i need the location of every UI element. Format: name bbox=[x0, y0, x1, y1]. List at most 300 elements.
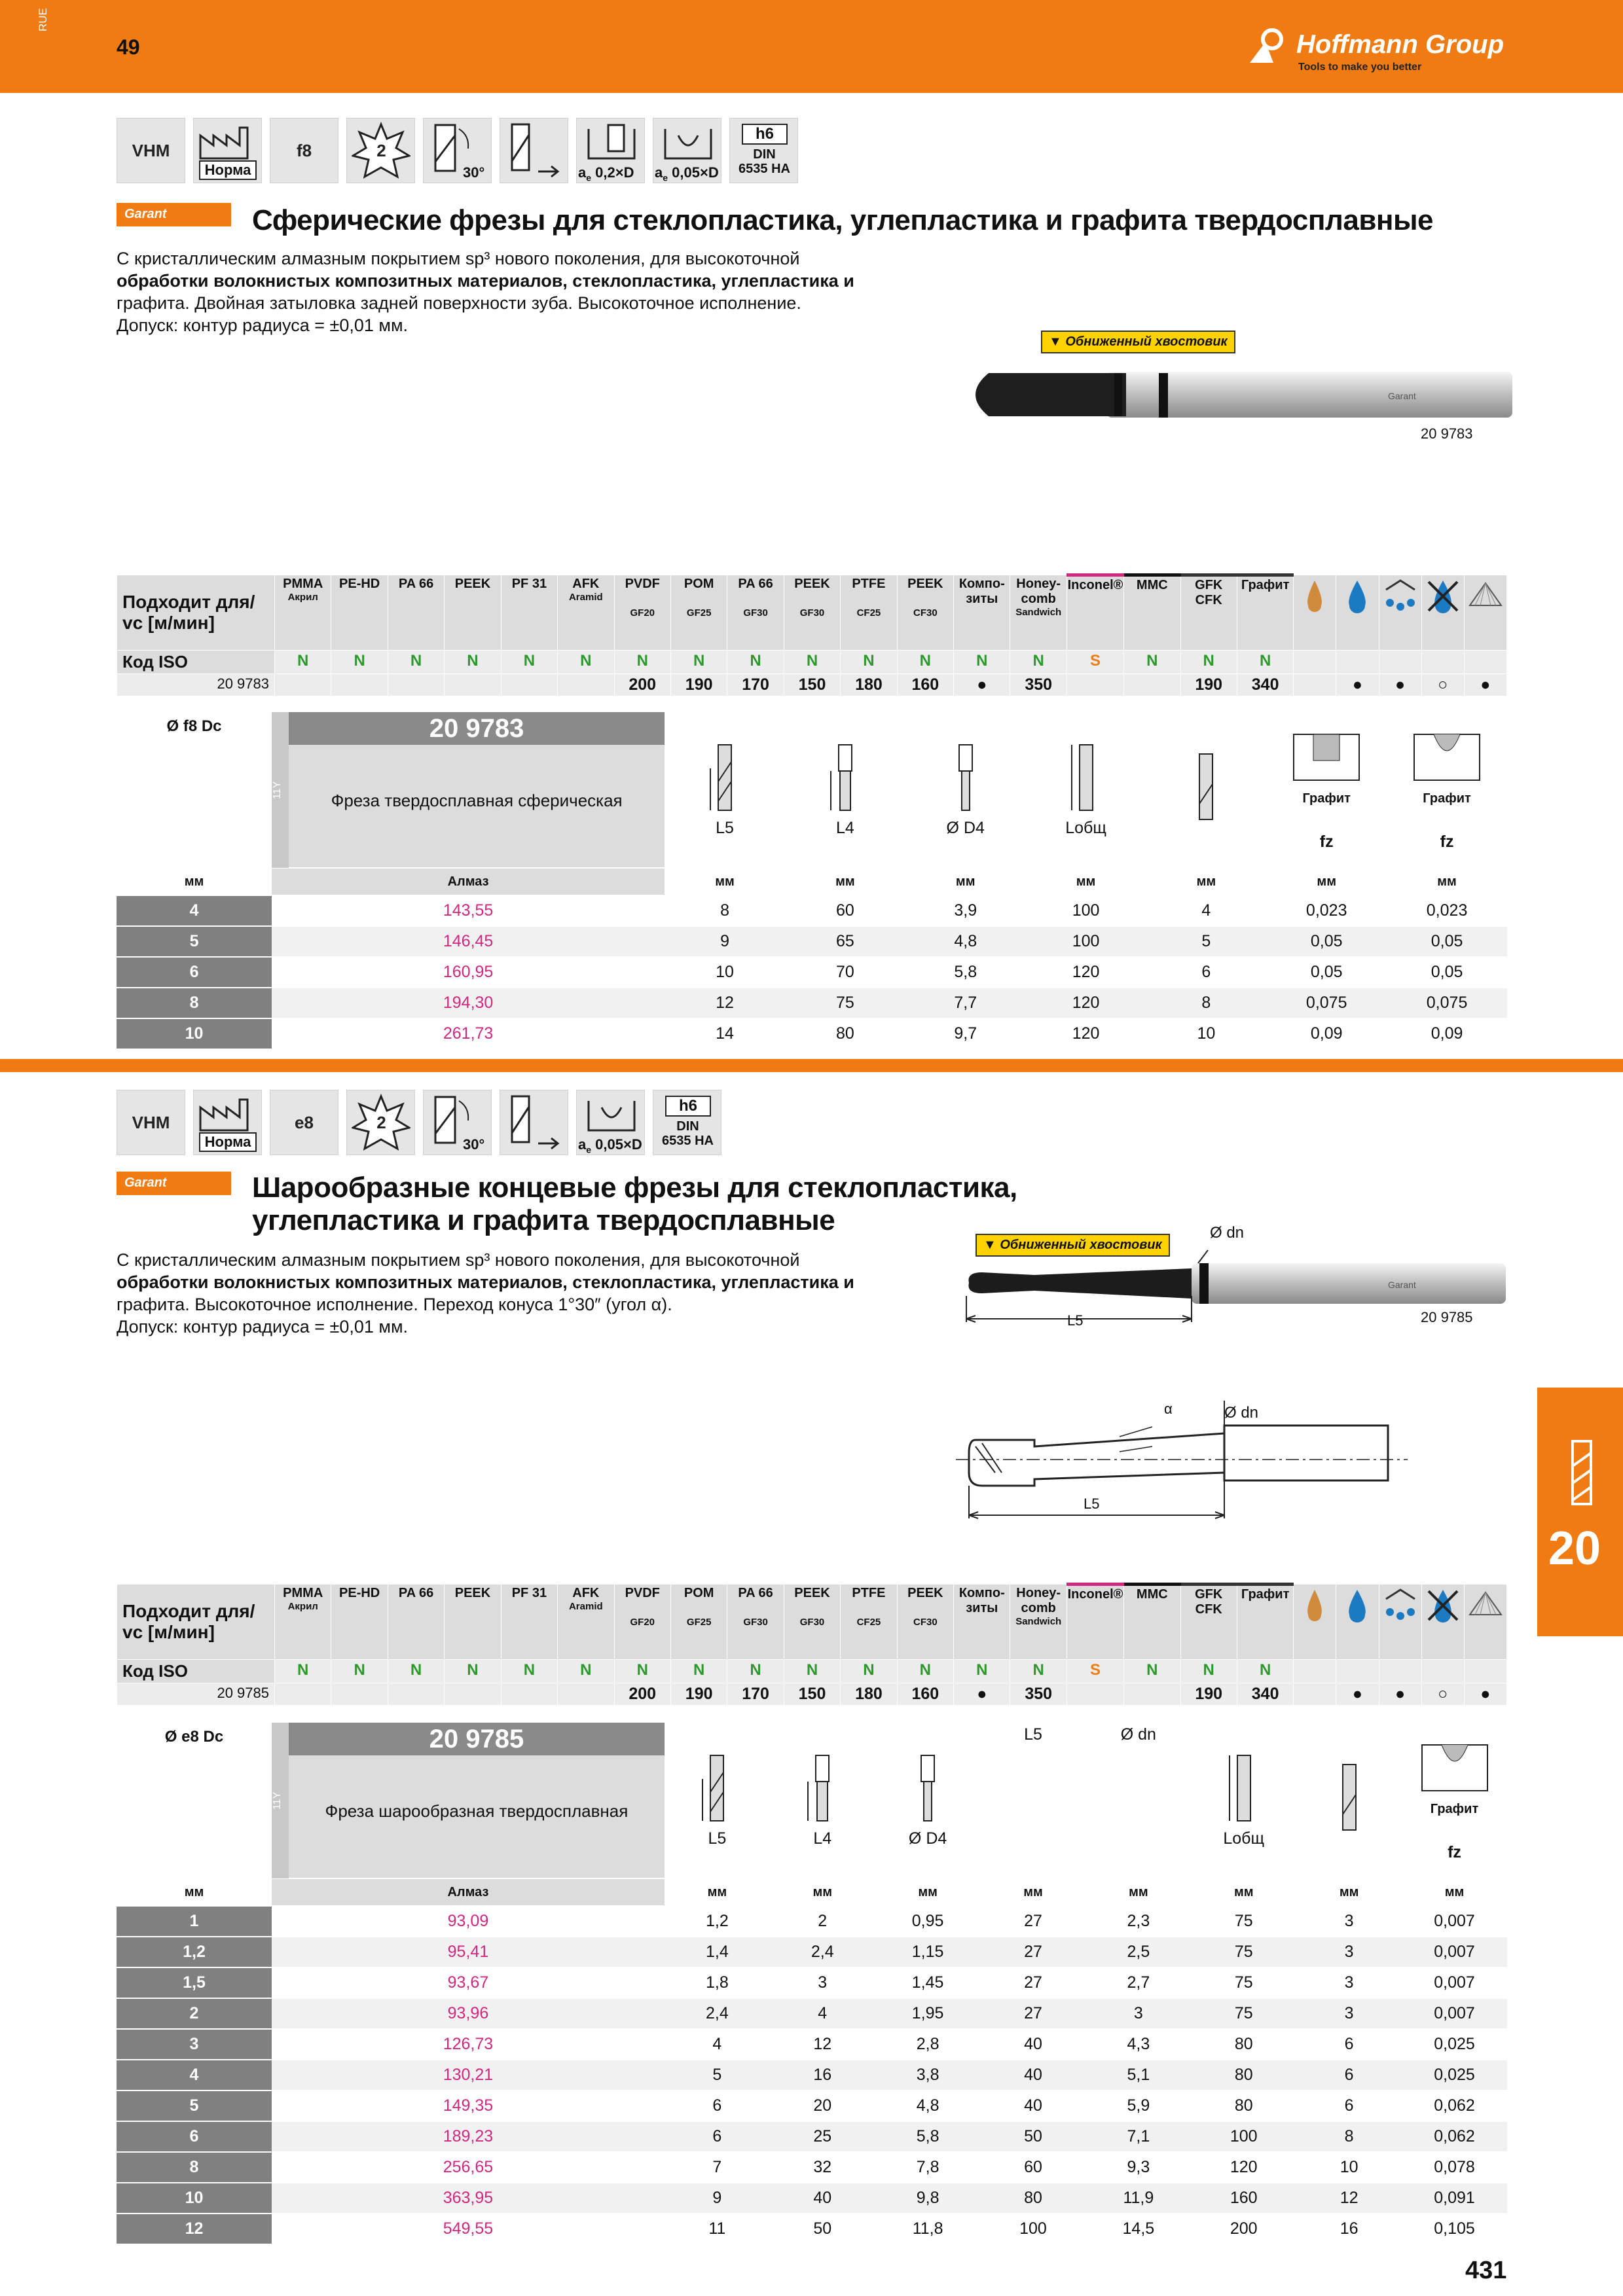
material-header bbox=[1237, 1585, 1293, 1660]
tolerance-badge-2: e8 bbox=[270, 1090, 338, 1155]
diameter-cell: 6 bbox=[117, 957, 272, 988]
oil-drop-icon bbox=[1294, 575, 1336, 651]
unit-label: мм bbox=[1296, 1878, 1402, 1906]
value-cell: 6 bbox=[1296, 2029, 1402, 2060]
value-cell: 5,8 bbox=[905, 957, 1026, 988]
value-cell: 3 bbox=[1296, 1967, 1402, 1998]
value-cell: 75 bbox=[1191, 1967, 1296, 1998]
slot-depth-icon bbox=[582, 122, 641, 162]
material-name: Inconel® bbox=[1067, 578, 1123, 592]
material-sub: GF30 bbox=[799, 1617, 825, 1628]
water-drop-icon bbox=[1336, 1585, 1379, 1660]
value-cell: 9,8 bbox=[875, 2183, 981, 2214]
coolant-rating: ● bbox=[1464, 1683, 1506, 1706]
product-article: 20 9785 bbox=[289, 1723, 665, 1755]
ltotal-diagram-icon bbox=[1224, 1753, 1264, 1825]
cutting-speed: 190 bbox=[1180, 1683, 1237, 1706]
cutting-speed: 190 bbox=[1180, 674, 1237, 696]
material-name: PE-HD bbox=[339, 577, 380, 591]
spray-mist-icon bbox=[1379, 1585, 1421, 1660]
cutting-speed: 350 bbox=[1010, 674, 1067, 696]
iso-code: N bbox=[1237, 651, 1293, 674]
coolant-empty bbox=[1294, 651, 1336, 674]
value-cell: 60 bbox=[785, 895, 905, 926]
svg-text:Garant: Garant bbox=[1388, 1280, 1416, 1290]
iso-code: N bbox=[670, 651, 727, 674]
value-cell: 2,8 bbox=[875, 2029, 981, 2060]
price-cell: 95,41 bbox=[272, 1937, 665, 1967]
value-cell: 0,078 bbox=[1402, 2152, 1507, 2183]
iso-code: N bbox=[388, 651, 444, 674]
value-cell: 12 bbox=[665, 988, 785, 1018]
material-name: PTFE bbox=[852, 1586, 886, 1600]
value-cell: 20 bbox=[770, 2090, 875, 2121]
product-table-1 bbox=[117, 712, 1507, 1050]
section2-title: Шарообразные концевые фрезы для стеклопластика, углепластика и графита твердосплавные bbox=[252, 1172, 1017, 1236]
material-header bbox=[954, 575, 1010, 651]
value-cell: 0,091 bbox=[1402, 2183, 1507, 2214]
value-cell: 120 bbox=[1191, 2152, 1296, 2183]
diameter-cell: 4 bbox=[117, 2060, 272, 2090]
norm-badge-2: Норма bbox=[193, 1090, 262, 1155]
value-cell: 7,8 bbox=[875, 2152, 981, 2183]
ae-badge-3: $a_e$ 0,05×D bbox=[576, 1090, 645, 1155]
diameter-cell: 12 bbox=[117, 2214, 272, 2244]
material-header bbox=[388, 575, 444, 651]
unit-label: мм bbox=[117, 1878, 272, 1906]
material-badge: VHM bbox=[117, 118, 185, 183]
article-number-2: 20 9785 bbox=[1421, 1309, 1473, 1325]
material-sub: CF25 bbox=[856, 607, 881, 619]
alpha-label: α bbox=[1164, 1401, 1173, 1417]
series-code: 11Y bbox=[272, 1723, 289, 1878]
value-cell: 5,1 bbox=[1085, 2060, 1191, 2090]
iso-code: N bbox=[784, 1660, 840, 1683]
value-cell: 0,075 bbox=[1266, 988, 1387, 1018]
value-cell: 0,075 bbox=[1387, 988, 1507, 1018]
coolant-empty bbox=[1379, 651, 1421, 674]
material-sub: Aramid bbox=[568, 1601, 603, 1612]
diameter-cell: 4 bbox=[117, 895, 272, 926]
product-header-box bbox=[272, 712, 665, 868]
iso-code: N bbox=[1010, 651, 1067, 674]
col-d4: Ø D4 bbox=[875, 1723, 981, 1878]
table-row bbox=[117, 1967, 1507, 1998]
value-cell: 9,3 bbox=[1085, 2152, 1191, 2183]
value-cell: 1,15 bbox=[875, 1937, 981, 1967]
value-cell: 60 bbox=[981, 2152, 1086, 2183]
material-header bbox=[275, 575, 331, 651]
iso-code: N bbox=[841, 651, 897, 674]
diameter-cell: 6 bbox=[117, 2121, 272, 2152]
shank-badge-2: h6 DIN 6535 HA bbox=[653, 1090, 721, 1155]
ae-badge-1: $a_e$ 0,2×D bbox=[576, 118, 645, 183]
value-cell: 9,7 bbox=[905, 1018, 1026, 1049]
drill-icon bbox=[1558, 1440, 1604, 1505]
material-name: Компо- зиты bbox=[958, 577, 1005, 606]
brand-name: Hoffmann Group bbox=[1296, 30, 1504, 59]
material-sub: GF30 bbox=[743, 1617, 768, 1628]
coolant-rating bbox=[1294, 1683, 1336, 1706]
iso-code: N bbox=[445, 651, 501, 674]
diameter-cell: 10 bbox=[117, 1018, 272, 1049]
material-sub: GF20 bbox=[630, 1617, 655, 1628]
unit-label: мм bbox=[665, 868, 785, 895]
material-name: PA 66 bbox=[398, 1586, 434, 1600]
air-blow-icon bbox=[1464, 575, 1506, 651]
cutting-speed bbox=[388, 674, 444, 696]
material-name: Honey- comb bbox=[1016, 1586, 1061, 1615]
table-row bbox=[117, 1906, 1507, 1937]
section1-title: Сферические фрезы для стеклопластика, углепластика и графита твердосплавные bbox=[252, 204, 1433, 236]
cutting-speed: 190 bbox=[670, 1683, 727, 1706]
l4-diagram-icon bbox=[826, 742, 865, 814]
material-sub: Акрил bbox=[287, 1601, 318, 1612]
diameter-cell: 5 bbox=[117, 2090, 272, 2121]
value-cell: 4,8 bbox=[875, 2090, 981, 2121]
material-name: MMC bbox=[1136, 1587, 1168, 1602]
value-cell: 120 bbox=[1026, 957, 1146, 988]
value-cell: 25 bbox=[770, 2121, 875, 2152]
garant-logo: Garant bbox=[117, 203, 231, 226]
iso-code: N bbox=[727, 1660, 784, 1683]
section-divider bbox=[0, 1059, 1623, 1072]
shank-label-2: ▼ Обниженный хвостовик bbox=[976, 1234, 1170, 1257]
product-article: 20 9783 bbox=[289, 712, 665, 745]
value-cell: 100 bbox=[1191, 2121, 1296, 2152]
price-cell: 549,55 bbox=[272, 2214, 665, 2244]
table-row bbox=[117, 2029, 1507, 2060]
cutting-speed: 170 bbox=[727, 1683, 784, 1706]
col-ltotal: Lобщ bbox=[1191, 1723, 1296, 1878]
value-cell: 0,05 bbox=[1266, 926, 1387, 957]
material-sub: Акрил bbox=[287, 592, 318, 603]
value-cell: 6 bbox=[665, 2090, 770, 2121]
iso-code-label: Код ISO bbox=[117, 651, 275, 674]
dry-cut-icon bbox=[1421, 1585, 1464, 1660]
cutting-speed: 350 bbox=[1010, 1683, 1067, 1706]
value-cell: 80 bbox=[1191, 2029, 1296, 2060]
value-cell: 3 bbox=[1296, 1937, 1402, 1967]
cutting-speed: 180 bbox=[841, 674, 897, 696]
direction-badge-2 bbox=[500, 1090, 568, 1155]
value-cell: 12 bbox=[1296, 2183, 1402, 2214]
cutting-speed: 340 bbox=[1237, 674, 1293, 696]
price-cell: 146,45 bbox=[272, 926, 665, 957]
product-header-box bbox=[272, 1723, 665, 1878]
value-cell: 160 bbox=[1191, 2183, 1296, 2214]
material-sub: CF30 bbox=[913, 607, 938, 619]
iso-code: N bbox=[897, 1660, 953, 1683]
chapter-number: 20 bbox=[1548, 1522, 1601, 1575]
iso-code: N bbox=[1180, 651, 1237, 674]
material-header bbox=[784, 1585, 840, 1660]
material-name: PEEK bbox=[794, 1586, 830, 1600]
material-header bbox=[897, 575, 953, 651]
col-l5-total: L5 bbox=[981, 1723, 1086, 1878]
cutting-speed: 190 bbox=[670, 674, 727, 696]
unit-label: мм bbox=[1402, 1878, 1507, 1906]
ball-slot-icon bbox=[582, 1094, 641, 1134]
unit-label: мм bbox=[1085, 1878, 1191, 1906]
material-name: PEEK bbox=[907, 1586, 943, 1600]
diameter-label: Ø f8 Dc bbox=[117, 712, 272, 868]
iso-code: N bbox=[727, 651, 784, 674]
iso-code: N bbox=[388, 1660, 444, 1683]
materials-article: 20 9785 bbox=[117, 1683, 275, 1706]
material-sub: GF30 bbox=[799, 607, 825, 619]
value-cell: 8 bbox=[1146, 988, 1266, 1018]
shank-badge: h6 DIN 6535 HA bbox=[729, 118, 798, 183]
unit-label: мм bbox=[1266, 868, 1387, 895]
material-name: POM bbox=[684, 577, 714, 591]
article-number-1: 20 9783 bbox=[1421, 425, 1473, 442]
diameter-cell: 3 bbox=[117, 2029, 272, 2060]
material-name: GFK CFK bbox=[1195, 1587, 1223, 1617]
product-name: Фреза твердосплавная сферическая bbox=[331, 791, 623, 810]
l5-label-1: L5 bbox=[1067, 1312, 1084, 1329]
cutting-speed: 170 bbox=[727, 674, 784, 696]
price-cell: 189,23 bbox=[272, 2121, 665, 2152]
value-cell: 50 bbox=[981, 2121, 1086, 2152]
price-cell: 126,73 bbox=[272, 2029, 665, 2060]
iso-code: N bbox=[558, 1660, 614, 1683]
diameter-cell: 1,5 bbox=[117, 1967, 272, 1998]
table-row bbox=[117, 895, 1507, 926]
dn-label-1: Ø dn bbox=[1210, 1224, 1245, 1242]
material-name: PF 31 bbox=[511, 1586, 547, 1600]
material-name: Honey- comb bbox=[1016, 577, 1061, 606]
price-cell: 93,67 bbox=[272, 1967, 665, 1998]
diameter-cell: 5 bbox=[117, 926, 272, 957]
iso-code: N bbox=[1124, 1660, 1180, 1683]
iso-code: N bbox=[670, 1660, 727, 1683]
unit-label: мм bbox=[905, 868, 1026, 895]
value-cell: 120 bbox=[1026, 988, 1146, 1018]
materials-table-1 bbox=[117, 573, 1507, 696]
value-cell: 80 bbox=[981, 2183, 1086, 2214]
value-cell: 3,9 bbox=[905, 895, 1026, 926]
cutting-speed bbox=[558, 1683, 614, 1706]
garant-logo-2: Garant bbox=[117, 1172, 231, 1195]
col-dn: Ø dn bbox=[1085, 1723, 1191, 1878]
value-cell: 80 bbox=[1191, 2060, 1296, 2090]
value-cell: 6 bbox=[1296, 2060, 1402, 2090]
svg-text:Garant: Garant bbox=[1388, 391, 1416, 401]
material-header bbox=[841, 1585, 897, 1660]
value-cell: 3 bbox=[770, 1967, 875, 1998]
value-cell: 4,8 bbox=[905, 926, 1026, 957]
marker-triangle-icon: ▼ bbox=[1049, 334, 1066, 349]
col-dc bbox=[1296, 1723, 1402, 1878]
marker-triangle-icon: ▼ bbox=[983, 1238, 1000, 1252]
value-cell: 6 bbox=[1146, 957, 1266, 988]
dc-diagram-icon bbox=[1186, 751, 1226, 823]
diameter-cell: 1 bbox=[117, 1906, 272, 1937]
coolant-rating: ● bbox=[1379, 1683, 1421, 1706]
direction-badge bbox=[500, 118, 568, 183]
iso-code: N bbox=[841, 1660, 897, 1683]
cutting-speed: 340 bbox=[1237, 1683, 1293, 1706]
graphite-slot-icon bbox=[1287, 728, 1366, 787]
col-graphite-2: Графит fz bbox=[1387, 712, 1507, 868]
iso-code: N bbox=[558, 651, 614, 674]
value-cell: 0,023 bbox=[1266, 895, 1387, 926]
cutting-speed bbox=[558, 674, 614, 696]
value-cell: 1,8 bbox=[665, 1967, 770, 1998]
coolant-rating: ○ bbox=[1421, 1683, 1464, 1706]
material-name: PE-HD bbox=[339, 1586, 380, 1600]
material-header bbox=[501, 575, 557, 651]
value-cell: 4,3 bbox=[1085, 2029, 1191, 2060]
material-header bbox=[1124, 575, 1180, 651]
material-name: Графит bbox=[1241, 1587, 1290, 1602]
value-cell: 4 bbox=[665, 2029, 770, 2060]
coolant-rating: ● bbox=[1379, 674, 1421, 696]
cutting-speed: 160 bbox=[897, 1683, 953, 1706]
value-cell: 11,9 bbox=[1085, 2183, 1191, 2214]
coolant-rating: ● bbox=[1336, 1683, 1379, 1706]
flutes-badge: 2 bbox=[346, 118, 415, 183]
value-cell: 0,007 bbox=[1402, 1967, 1507, 1998]
col-l5: L5 bbox=[665, 712, 785, 868]
material-badge-2: VHM bbox=[117, 1090, 185, 1155]
ball-slot-icon bbox=[659, 122, 718, 162]
value-cell: 50 bbox=[770, 2214, 875, 2244]
value-cell: 10 bbox=[1296, 2152, 1402, 2183]
material-header bbox=[558, 1585, 614, 1660]
value-cell: 10 bbox=[665, 957, 785, 988]
value-cell: 80 bbox=[785, 1018, 905, 1049]
value-cell: 9 bbox=[665, 2183, 770, 2214]
cutting-speed bbox=[331, 674, 388, 696]
iso-code: N bbox=[614, 1660, 670, 1683]
material-sub: GF25 bbox=[686, 607, 712, 619]
oil-drop-icon bbox=[1294, 1585, 1336, 1660]
norm-badge: Норма bbox=[193, 118, 262, 183]
iso-code: N bbox=[954, 651, 1010, 674]
price-cell: 363,95 bbox=[272, 2183, 665, 2214]
price-cell: 160,95 bbox=[272, 957, 665, 988]
iso-code: N bbox=[1237, 1660, 1293, 1683]
iso-code: N bbox=[784, 651, 840, 674]
cutting-speed: 200 bbox=[614, 674, 670, 696]
price-cell: 93,96 bbox=[272, 1998, 665, 2029]
material-name: PVDF bbox=[625, 577, 660, 591]
table-row bbox=[117, 957, 1507, 988]
value-cell: 2,4 bbox=[665, 1998, 770, 2029]
value-cell: 3,8 bbox=[875, 2060, 981, 2090]
diameter-cell: 2 bbox=[117, 1998, 272, 2029]
material-sub: GF30 bbox=[743, 607, 768, 619]
cutting-speed: 200 bbox=[614, 1683, 670, 1706]
material-header bbox=[388, 1585, 444, 1660]
cutting-speed: 160 bbox=[897, 674, 953, 696]
value-cell: 200 bbox=[1191, 2214, 1296, 2244]
value-cell: 0,062 bbox=[1402, 2121, 1507, 2152]
table-row bbox=[117, 1998, 1507, 2029]
cutting-speed bbox=[275, 674, 331, 696]
iso-code: N bbox=[445, 1660, 501, 1683]
iso-code: N bbox=[331, 651, 388, 674]
brand-tagline: Tools to make you better bbox=[1298, 62, 1422, 73]
helix-angle-badge: 30° bbox=[423, 118, 492, 183]
value-cell: 40 bbox=[981, 2090, 1086, 2121]
material-name: PEEK bbox=[454, 1586, 491, 1600]
value-cell: 0,025 bbox=[1402, 2029, 1507, 2060]
value-cell: 9 bbox=[665, 926, 785, 957]
material-name: PVDF bbox=[625, 1586, 660, 1600]
unit-label: мм bbox=[1191, 1878, 1296, 1906]
table-row bbox=[117, 2214, 1507, 2244]
rotation-icon bbox=[505, 122, 564, 181]
diameter-cell: 1,2 bbox=[117, 1937, 272, 1967]
value-cell: 8 bbox=[665, 895, 785, 926]
col-graphite: Графит fz bbox=[1402, 1723, 1507, 1878]
coolant-empty bbox=[1464, 1660, 1506, 1683]
diameter-cell: 8 bbox=[117, 988, 272, 1018]
value-cell: 75 bbox=[1191, 1998, 1296, 2029]
material-name: PEEK bbox=[454, 577, 491, 591]
cutting-speed bbox=[445, 1683, 501, 1706]
coolant-rating bbox=[1294, 674, 1336, 696]
value-cell: 2,7 bbox=[1085, 1967, 1191, 1998]
ae-badge-2: $a_e$ 0,05×D bbox=[653, 118, 721, 183]
value-cell: 0,007 bbox=[1402, 1937, 1507, 1967]
value-cell: 11,8 bbox=[875, 2214, 981, 2244]
product-table-2 bbox=[117, 1723, 1507, 2245]
value-cell: 14 bbox=[665, 1018, 785, 1049]
value-cell: 2,3 bbox=[1085, 1906, 1191, 1937]
value-cell: 7 bbox=[665, 2152, 770, 2183]
value-cell: 2,5 bbox=[1085, 1937, 1191, 1967]
value-cell: 6 bbox=[1296, 2090, 1402, 2121]
value-cell: 1,2 bbox=[665, 1906, 770, 1937]
table-row bbox=[117, 2121, 1507, 2152]
material-name: PMMA bbox=[283, 1586, 323, 1600]
material-header bbox=[445, 1585, 501, 1660]
diameter-cell: 8 bbox=[117, 2152, 272, 2183]
value-cell: 100 bbox=[1026, 926, 1146, 957]
col-l5: L5 bbox=[665, 1723, 770, 1878]
col-graphite-1: Графит fz bbox=[1266, 712, 1387, 868]
coolant-rating: ● bbox=[1336, 674, 1379, 696]
material-header bbox=[897, 1585, 953, 1660]
value-cell: 16 bbox=[770, 2060, 875, 2090]
cutting-speed bbox=[331, 1683, 388, 1706]
coolant-empty bbox=[1379, 1660, 1421, 1683]
value-cell: 5,8 bbox=[875, 2121, 981, 2152]
value-cell: 0,007 bbox=[1402, 1906, 1507, 1937]
material-name: MMC bbox=[1136, 578, 1168, 592]
cutting-speed: ● bbox=[954, 674, 1010, 696]
factory-icon bbox=[195, 1094, 261, 1134]
col-l4: L4 bbox=[785, 712, 905, 868]
iso-code: S bbox=[1067, 651, 1123, 674]
cutting-speed: 180 bbox=[841, 1683, 897, 1706]
material-header bbox=[954, 1585, 1010, 1660]
coating-label: Алмаз bbox=[272, 1878, 665, 1906]
material-header bbox=[784, 575, 840, 651]
suitable-for-label: Подходит для/ vc [м/мин] bbox=[117, 1585, 275, 1660]
material-name: Inconel® bbox=[1067, 1587, 1123, 1602]
value-cell: 3 bbox=[1296, 1998, 1402, 2029]
coolant-empty bbox=[1421, 651, 1464, 674]
shank-label-1: ▼ Обниженный хвостовик bbox=[1041, 331, 1235, 353]
material-sub: CF30 bbox=[913, 1617, 938, 1628]
value-cell: 0,023 bbox=[1387, 895, 1507, 926]
value-cell: 12 bbox=[770, 2029, 875, 2060]
